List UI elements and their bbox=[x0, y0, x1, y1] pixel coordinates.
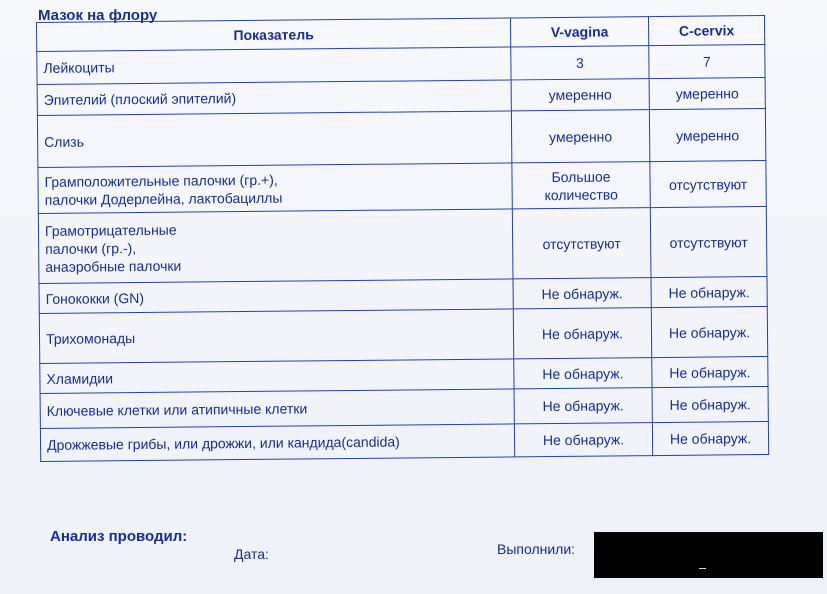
cervix-value-cell: умеренно bbox=[649, 78, 765, 110]
vagina-value-cell: Не обнаруж. bbox=[514, 423, 652, 457]
cervix-value-cell: Не обнаруж. bbox=[652, 421, 768, 455]
table-row bbox=[39, 306, 767, 363]
document-title: Мазок на флору bbox=[38, 7, 158, 24]
cervix-value-cell: 7 bbox=[649, 45, 765, 79]
vagina-value-cell: Не обнаруж. bbox=[514, 358, 652, 389]
parameter-cell: Гонококки (GN) bbox=[39, 279, 513, 314]
parameter-cell: Лейкоциты bbox=[37, 47, 511, 85]
cervix-value-cell: отсутствуют bbox=[650, 206, 767, 277]
performed-by-label: Выполнили: bbox=[497, 541, 576, 557]
vagina-value-cell: Не обнаруж. bbox=[513, 278, 651, 309]
cervix-value-cell: отсутствуют bbox=[650, 161, 766, 208]
column-header-cervix: C-cervix bbox=[648, 16, 764, 46]
parameter-cell: Слизь bbox=[37, 111, 511, 168]
vagina-value-cell: отсутствуют bbox=[512, 208, 651, 279]
table-row bbox=[38, 161, 766, 214]
parameter-cell: Грамотрицательные палочки (гр.-), анаэробные палочки bbox=[38, 209, 513, 284]
column-header-vagina: V-vagina bbox=[510, 17, 648, 47]
vagina-value-cell: умеренно bbox=[511, 110, 649, 163]
vagina-value-cell: Большое количество bbox=[512, 162, 650, 209]
redacted-signature-block bbox=[594, 532, 823, 578]
cervix-value-cell: Не обнаруж. bbox=[651, 306, 767, 357]
analysis-performed-by-label: Анализ проводил: bbox=[50, 528, 188, 545]
parameter-cell: Ключевые клетки или атипичные клетки bbox=[40, 389, 514, 429]
cervix-value-cell: Не обнаруж. bbox=[652, 386, 768, 422]
vagina-value-cell: Не обнаруж. bbox=[513, 308, 651, 359]
table-row bbox=[40, 421, 768, 461]
vagina-value-cell: 3 bbox=[511, 46, 649, 80]
parameter-cell: Эпителий (плоский эпителий) bbox=[37, 80, 511, 116]
vagina-value-cell: Не обнаруж. bbox=[514, 388, 652, 424]
parameter-cell: Дрожжевые грибы, или дрожжи, или кандида(candida) bbox=[40, 424, 514, 462]
flora-results-table bbox=[36, 15, 769, 462]
table-row bbox=[38, 206, 767, 283]
vagina-value-cell: умеренно bbox=[511, 79, 649, 111]
cervix-value-cell: Не обнаруж. bbox=[651, 276, 767, 307]
table-body bbox=[37, 45, 769, 462]
column-header-parameter: Показатель bbox=[37, 18, 511, 52]
parameter-cell: Грамположительные палочки (гр.+), палочки Додерлейна, лактобациллы bbox=[38, 163, 512, 214]
parameter-cell: Трихомонады bbox=[39, 309, 513, 364]
date-label: Дата: bbox=[234, 546, 269, 562]
table-row bbox=[37, 109, 765, 168]
cervix-value-cell: умеренно bbox=[649, 109, 765, 162]
cervix-value-cell: Не обнаруж. bbox=[652, 356, 768, 387]
parameter-cell: Хламидии bbox=[40, 359, 514, 394]
redaction-underline-mark bbox=[699, 568, 706, 569]
